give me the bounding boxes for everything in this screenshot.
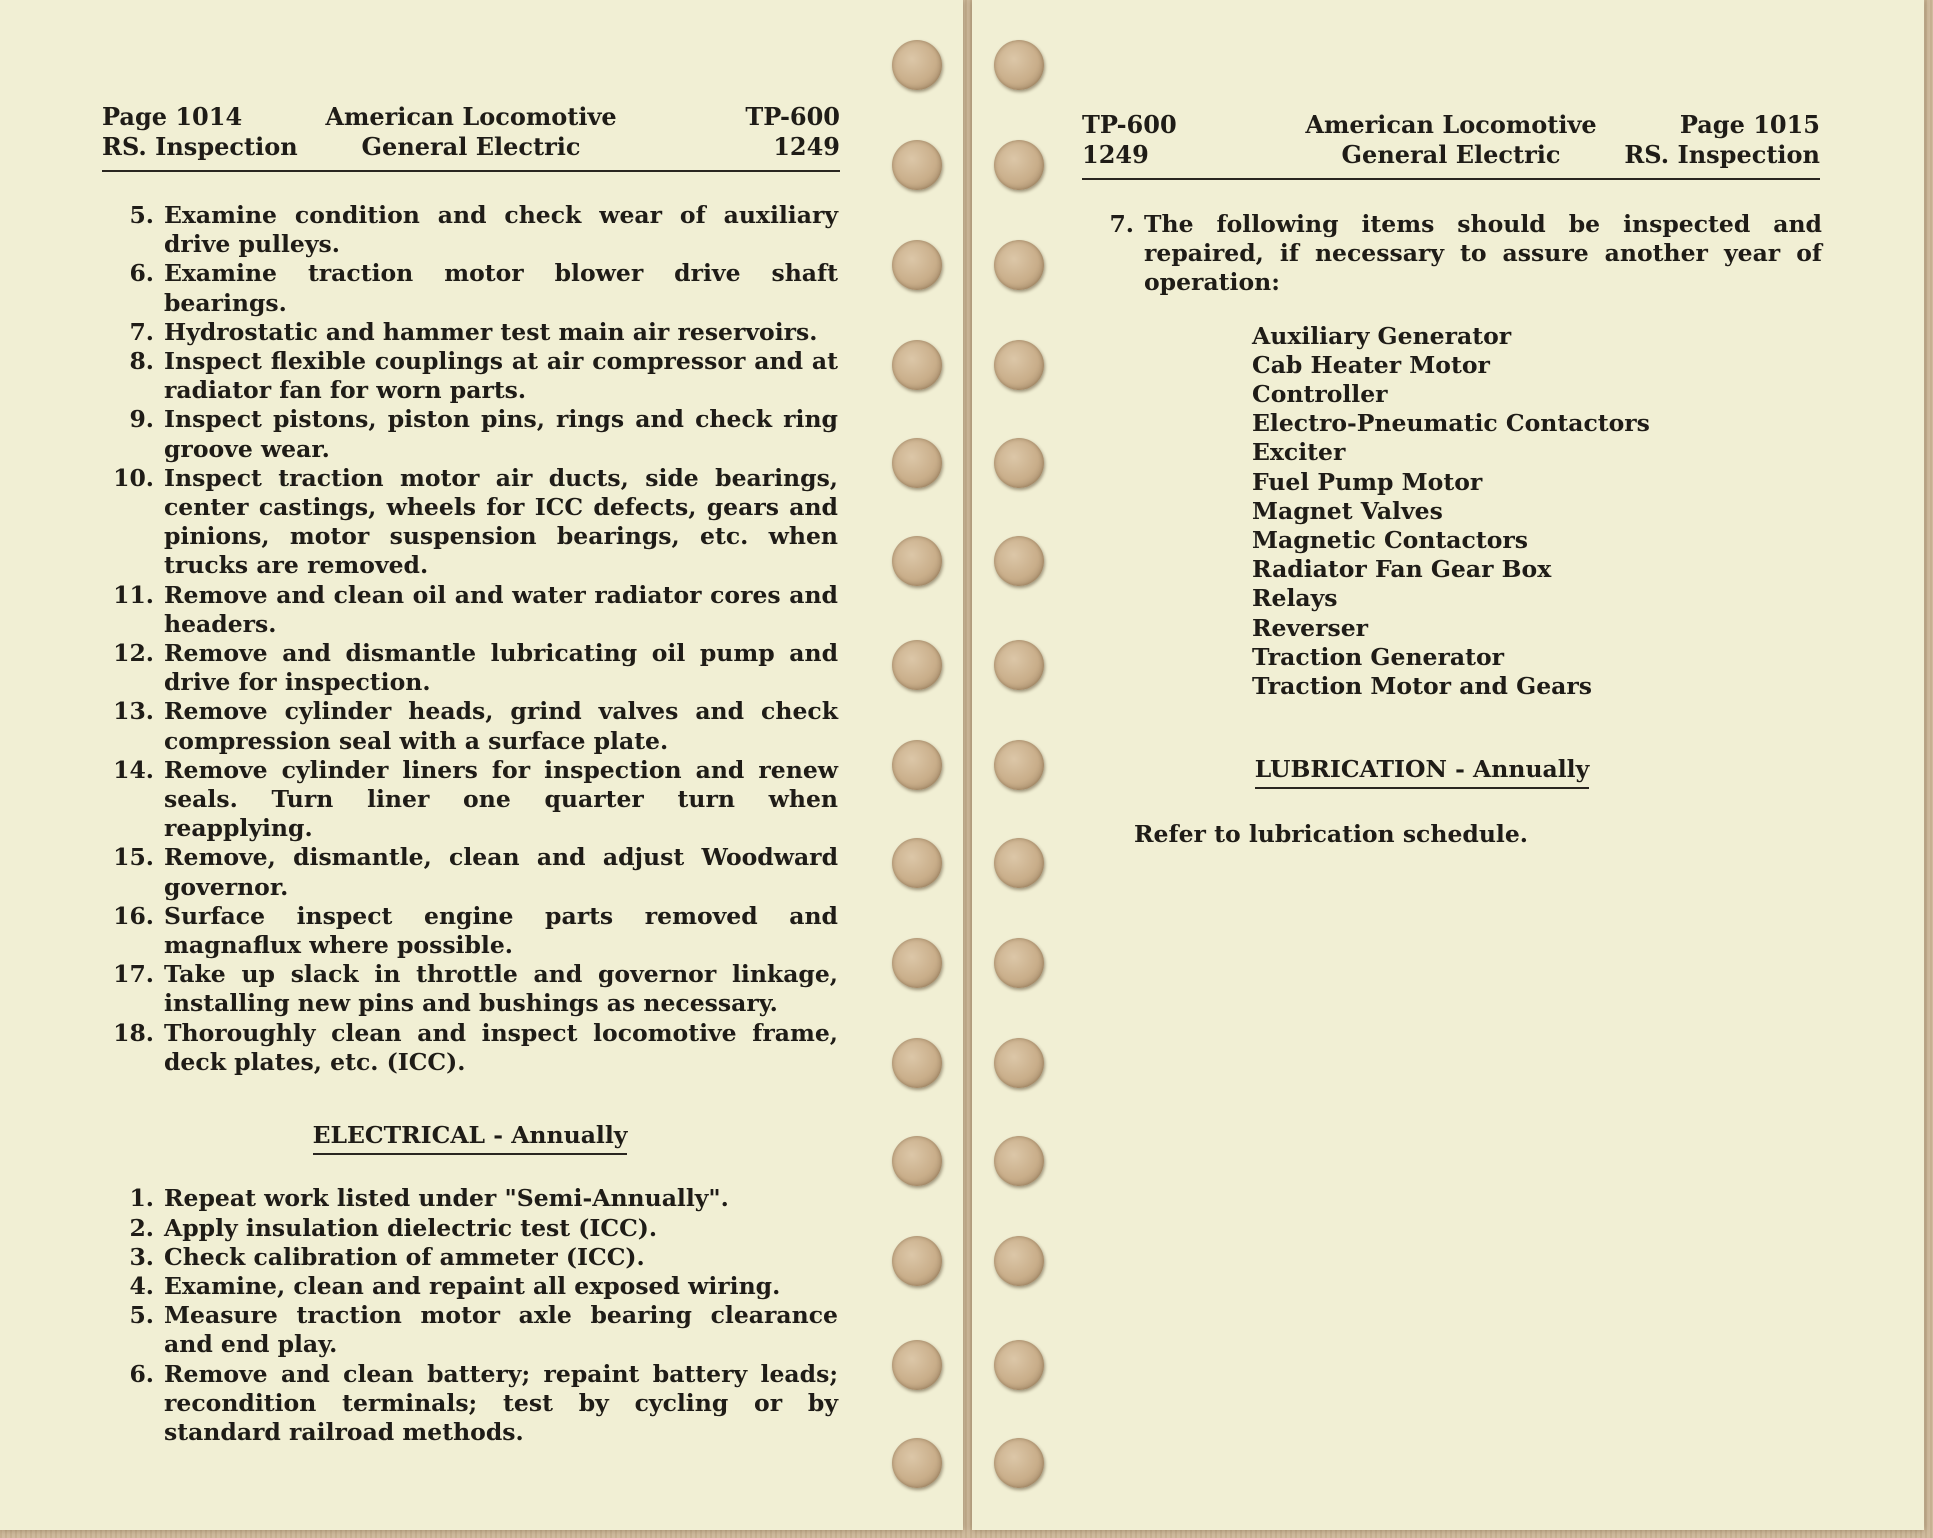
binder-hole xyxy=(892,1038,942,1088)
list-item: 7. Hydrostatic and hammer test main air reservoirs. xyxy=(129,317,818,346)
list-item: 5. Measure traction motor axle bearing clearance and end play. xyxy=(129,1301,838,1359)
list-item: 13. Remove cylinder heads, grind valves and check compression seal with a surface plate. xyxy=(113,697,838,755)
page-number: Page 1014 xyxy=(102,102,243,131)
binder-hole xyxy=(892,1340,942,1390)
component-item: Magnet Valves xyxy=(1252,496,1443,525)
component-item: Exciter xyxy=(1252,438,1346,467)
list-item: 12. Remove and dismantle lubricating oil pump and drive for inspection. xyxy=(113,639,838,697)
binder-holes-right xyxy=(994,0,1054,1538)
right-page xyxy=(972,0,1924,1530)
component-item: Relays xyxy=(1252,584,1338,613)
binder-hole xyxy=(892,340,942,390)
electrical-heading: ELECTRICAL - Annually xyxy=(102,1121,838,1150)
list-item: 17. Take up slack in throttle and governor linkage, installing new pins and bushings as necessary. xyxy=(113,960,838,1018)
binder-hole xyxy=(994,340,1044,390)
binder-hole xyxy=(994,1438,1044,1488)
component-item: Electro-Pneumatic Contactors xyxy=(1252,409,1650,438)
binder-hole xyxy=(994,240,1044,290)
section-name: RS. Inspection xyxy=(1624,140,1820,169)
binder-hole xyxy=(892,1438,942,1488)
binder-hole xyxy=(892,536,942,586)
model-code: TP-600 xyxy=(1082,110,1177,139)
component-list xyxy=(1252,322,1822,702)
component-item: Fuel Pump Motor xyxy=(1252,467,1483,496)
lubrication-heading: LUBRICATION - Annually xyxy=(1082,755,1822,784)
component-item: Magnetic Contactors xyxy=(1252,526,1528,555)
binder-hole xyxy=(994,438,1044,488)
binder-hole xyxy=(994,140,1044,190)
binder-hole xyxy=(892,640,942,690)
manufacturer-line-1: American Locomotive xyxy=(325,102,617,131)
component-item: Traction Motor and Gears xyxy=(1252,672,1592,701)
model-code: TP-600 xyxy=(745,102,840,131)
binder-hole xyxy=(892,1136,942,1186)
electrical-list xyxy=(102,1184,838,1447)
list-item: 2. Apply insulation dielectric test (ICC). xyxy=(129,1213,658,1242)
list-item: 3. Check calibration of ammeter (ICC). xyxy=(129,1242,645,1271)
binder-holes-left xyxy=(892,0,952,1538)
right-page-header xyxy=(1082,106,1820,180)
list-item: 16. Surface inspect engine parts removed and magnaflux where possible. xyxy=(113,901,838,960)
list-item: 8. Inspect flexible couplings at air compressor and at radiator fan for worn parts. xyxy=(129,347,838,405)
component-item: Radiator Fan Gear Box xyxy=(1252,555,1552,584)
list-item: 5. Examine condition and check wear of auxiliary drive pulleys. xyxy=(129,201,838,259)
binder-hole xyxy=(994,1038,1044,1088)
binder-hole xyxy=(994,938,1044,988)
left-page-body xyxy=(102,201,838,1447)
manufacturer-line-1: American Locomotive xyxy=(1305,110,1597,139)
list-item: 6. Examine traction motor blower drive shaft bearings. xyxy=(129,259,838,317)
component-item: Cab Heater Motor xyxy=(1252,350,1490,379)
binder-hole xyxy=(994,838,1044,888)
binder-hole xyxy=(994,740,1044,790)
list-item: 18. Thoroughly clean and inspect locomotive frame, deck plates, etc. (ICC). xyxy=(113,1018,838,1076)
list-item: 7. The following items should be inspected and repaired, if necessary to assure another year of operation: xyxy=(1109,210,1822,297)
binder-hole xyxy=(892,240,942,290)
binder-hole xyxy=(892,938,942,988)
page-number: Page 1015 xyxy=(1679,110,1820,139)
left-page-header xyxy=(102,98,840,172)
binder-hole xyxy=(892,838,942,888)
binder-hole xyxy=(892,40,942,90)
manufacturer-line-2: General Electric xyxy=(361,132,581,161)
mechanical-list xyxy=(102,201,838,1077)
unit-number: 1249 xyxy=(773,132,840,161)
list-item: 4. Examine, clean and repaint all exposed wiring. xyxy=(129,1271,781,1300)
binder-hole xyxy=(994,40,1044,90)
list-item: 14. Remove cylinder liners for inspection and renew seals. Turn liner one quarter turn when reapplying. xyxy=(113,755,838,843)
manufacturer-line-2: General Electric xyxy=(1341,140,1561,169)
list-item: 15. Remove, dismantle, clean and adjust Woodward governor. xyxy=(113,843,838,901)
binder-hole xyxy=(892,740,942,790)
list-item: 9. Inspect pistons, piston pins, rings and check ring groove wear. xyxy=(129,405,838,463)
binder-hole xyxy=(994,640,1044,690)
component-item: Auxiliary Generator xyxy=(1252,321,1512,350)
component-item: Controller xyxy=(1252,380,1388,409)
component-item: Traction Generator xyxy=(1252,642,1504,671)
binder-hole xyxy=(892,1236,942,1286)
unit-number: 1249 xyxy=(1082,140,1149,169)
binder-hole xyxy=(892,140,942,190)
list-item: 11. Remove and clean oil and water radiator cores and headers. xyxy=(113,580,838,638)
list-item: 10. Inspect traction motor air ducts, side bearings, center castings, wheels for ICC defects, gears and pinions, motor suspension bearings, etc. when trucks are removed. xyxy=(113,463,838,580)
component-item: Reverser xyxy=(1252,613,1369,642)
binder-hole xyxy=(994,536,1044,586)
lubrication-note: Refer to lubrication schedule. xyxy=(1134,820,1528,849)
right-page-body xyxy=(1082,210,1822,850)
list-item: 6. Remove and clean battery; repaint battery leads; recondition terminals; test by cycling or by standard railroad methods. xyxy=(129,1359,838,1446)
binder-hole xyxy=(994,1236,1044,1286)
binder-hole xyxy=(892,438,942,488)
left-page xyxy=(0,0,963,1530)
section-name: RS. Inspection xyxy=(102,132,298,161)
list-item: 1. Repeat work listed under "Semi-Annually". xyxy=(129,1184,729,1213)
binder-hole xyxy=(994,1340,1044,1390)
binder-hole xyxy=(994,1136,1044,1186)
